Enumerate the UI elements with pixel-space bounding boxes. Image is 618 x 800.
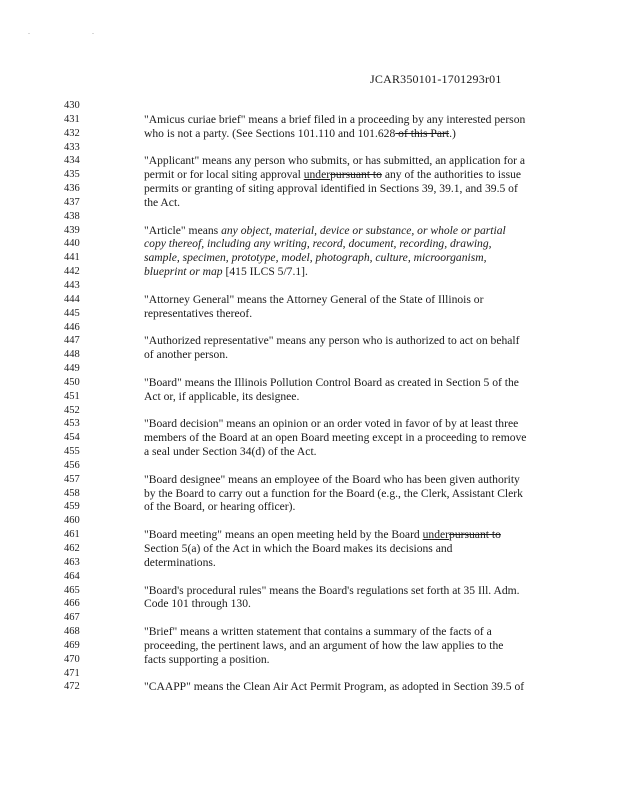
text-segment: Act or, if applicable, its designee. [144,389,300,403]
line-text [144,528,501,542]
line-number: 438 [64,210,80,222]
text-segment: of another person. [144,348,229,362]
text-segment: determinations. [144,555,216,569]
line-text [144,334,520,348]
line-number: 463 [64,556,80,568]
document-line [0,597,618,611]
document-line [0,487,618,501]
line-text [144,390,299,404]
line-number: 465 [64,584,80,596]
line-number: 443 [64,279,80,291]
line-number: 450 [64,376,80,388]
document-line [0,293,618,307]
line-number: 453 [64,418,80,430]
document-line [0,625,618,639]
line-text [144,584,520,598]
line-number: 436 [64,183,80,195]
line-number: 435 [64,169,80,181]
document-line [0,528,618,542]
document-line [0,141,618,155]
line-number: 442 [64,266,80,278]
text-segment: permit or for local siting approval [144,168,304,182]
line-text [144,196,180,210]
line-number: 468 [64,626,80,638]
line-number: 456 [64,459,80,471]
line-number: 433 [64,141,80,153]
document-line [0,182,618,196]
line-text [144,639,503,653]
line-number: 431 [64,113,80,125]
line-text [144,265,308,279]
text-segment: Section 5(a) of the Act in which the Board makes its decisions and [144,542,453,555]
inserted-text: under [422,528,450,542]
text-segment: any of the authorities to issue [381,168,522,182]
text-segment: facts supporting a position. [144,652,270,666]
italic-text: copy thereof, including any writing, record, document, recording, drawing, [144,237,492,251]
document-line [0,459,618,473]
document-line [0,196,618,210]
document-line [0,113,618,127]
italic-text: sample, specimen, prototype, model, photograph, culture, microorganism, [144,251,487,265]
line-number: 467 [64,612,80,624]
document-line [0,376,618,390]
italic-text: blueprint or map [144,265,223,279]
line-text [144,293,483,307]
line-number: 439 [64,224,80,236]
line-number: 471 [64,667,80,679]
line-number: 444 [64,293,80,305]
document-line [0,265,618,279]
document-line [0,514,618,528]
document-line [0,500,618,514]
line-number: 457 [64,473,80,485]
line-text [144,154,525,168]
line-number: 469 [64,639,80,651]
line-text [144,473,520,487]
line-text [144,376,519,390]
struck-text: pursuant to [330,168,382,182]
text-segment: "Board's procedural rules" means the Board's regulations set forth at 35 Ill. Adm. [144,583,520,597]
document-line [0,570,618,584]
document-line [0,584,618,598]
line-number: 462 [64,543,80,554]
document-line [0,99,618,113]
line-text [144,348,228,362]
document-id-header: JCAR350101-1701293r01 [370,72,502,86]
struck-text: pursuant to [449,528,501,542]
document-line [0,667,618,681]
line-number: 464 [64,570,80,582]
text-segment: "Attorney General" means the Attorney General of the State of Illinois or [144,292,484,306]
line-number: 437 [64,196,80,208]
document-line [0,334,618,348]
text-segment: who is not a party. (See Sections 101.110 and 101.628 [144,126,396,140]
text-segment: .) [449,126,456,140]
document-line [0,417,618,431]
document-line [0,362,618,376]
document-line [0,611,618,625]
document-line [0,556,618,570]
document-line [0,680,618,694]
line-text [144,500,295,514]
line-number: 466 [64,598,80,610]
document-line [0,251,618,265]
line-text [144,113,525,127]
line-text [144,182,518,196]
line-text [144,625,492,639]
line-number: 458 [64,487,80,499]
document-line [0,127,618,141]
corner-marks: . . [28,27,124,36]
text-segment: "Applicant" means any person who submits, or has submitted, an application for a [144,154,526,168]
text-segment: "Authorized representative" means any person who is authorized to act on behalf [144,334,520,348]
line-number: 470 [64,653,80,665]
line-text [144,556,216,570]
text-segment: "Board designee" means an employee of the Board who has been given authority [144,472,520,486]
text-segment: permits or granting of siting approval identified in Sections 39, 39.1, and 39.5 of [144,182,518,196]
document-line [0,237,618,251]
text-segment: "Amicus curiae brief" means a brief filed in a proceeding by any interested person [144,112,526,126]
line-number: 448 [64,349,80,361]
line-number: 472 [64,681,80,693]
text-segment: representatives thereof. [144,306,253,320]
line-number: 441 [64,252,80,264]
line-text [144,417,518,431]
text-segment: "Board" means the Illinois Pollution Control Board as created in Section 5 of the [144,375,519,389]
text-segment: "Brief" means a written statement that contains a summary of the facts of a [144,625,492,639]
document-line [0,445,618,459]
line-text [144,307,252,321]
text-segment: by the Board to carry out a function for the Board (e.g., the Clerk, Assistant Clerk [144,486,523,500]
line-number: 434 [64,155,80,167]
document-line [0,473,618,487]
document-body [0,99,618,694]
line-number: 451 [64,390,80,402]
line-number: 461 [64,529,80,541]
line-text [144,237,492,251]
line-number: 454 [64,432,80,444]
line-number: 432 [64,127,80,139]
line-text [144,445,317,459]
text-segment: "Article" means [144,223,222,237]
line-text [144,487,523,501]
document-line [0,653,618,667]
text-segment: "CAAPP" means the Clean Air Act Permit Program, as adopted in Section 39.5 of [144,680,525,694]
line-number: 455 [64,446,80,458]
document-line [0,404,618,418]
document-line [0,431,618,445]
line-text [144,542,452,556]
line-number: 452 [64,404,80,416]
line-number: 447 [64,335,80,347]
document-line [0,210,618,224]
line-number: 440 [64,238,80,250]
document-line [0,390,618,404]
line-text [144,224,506,238]
text-segment: Code 101 through 130. [144,597,251,611]
text-segment: "Board decision" means an opinion or an order voted in favor of by at least three [144,417,519,431]
line-text [144,653,270,667]
line-text [144,431,526,445]
document-line [0,639,618,653]
line-text [144,680,524,694]
document-line [0,348,618,362]
text-segment: "Board meeting" means an open meeting held by the Board [144,528,423,542]
document-line [0,279,618,293]
text-segment: a seal under Section 34(d) of the Act. [144,445,317,459]
text-segment: [415 ILCS 5/7.1]. [222,265,308,279]
line-number: 445 [64,307,80,319]
text-segment: of the Board, or hearing officer). [144,500,296,514]
inserted-text: under [303,168,331,182]
line-number: 459 [64,501,80,513]
line-number: 460 [64,515,80,527]
document-line [0,168,618,182]
text-segment: members of the Board at an open Board meeting except in a proceeding to remove [144,431,527,445]
line-text [144,251,487,265]
struck-text: of this Part [395,126,450,140]
line-number: 430 [64,100,80,111]
text-segment: proceeding, the pertinent laws, and an argument of how the law applies to the [144,638,504,652]
document-line [0,154,618,168]
document-line [0,321,618,335]
line-text [144,597,251,611]
italic-text: any object, material, device or substance, or whole or partial [221,223,506,237]
document-line [0,224,618,238]
line-number: 446 [64,321,80,333]
line-number: 449 [64,363,80,375]
document-line [0,542,618,556]
text-segment: the Act. [144,195,181,209]
document-line [0,307,618,321]
line-text [144,168,521,182]
line-text [144,127,456,141]
